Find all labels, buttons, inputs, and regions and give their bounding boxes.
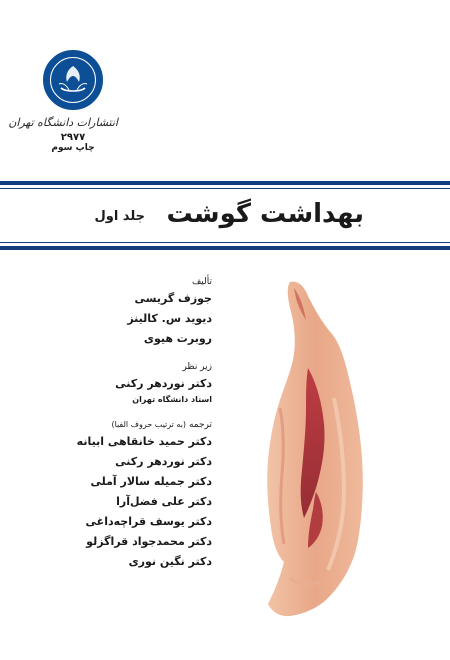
publisher-name: انتشارات دانشگاه تهران — [8, 116, 118, 129]
credits-block — [22, 276, 212, 572]
title-row — [0, 196, 450, 232]
meat-carcass-image — [250, 278, 370, 618]
book-title: بهداشت گوشت — [166, 199, 364, 229]
publisher-block — [8, 50, 118, 153]
supervision-label: زیر نظر — [182, 362, 212, 372]
translation-order-note: (به ترتیب حروف الفبا) — [111, 420, 187, 429]
edition-label: چاپ سوم — [51, 143, 95, 153]
translator-name: دکتر حمید خانقاهی ابیانه — [76, 435, 212, 448]
title-rule-top-thin — [0, 188, 450, 189]
title-rule-top — [0, 181, 450, 185]
translator-name: دکتر یوسف قراچه‌داغی — [85, 515, 212, 528]
translator-name: دکتر محمدجواد قراگزلو — [86, 535, 212, 548]
title-rule-bottom-thin — [0, 242, 450, 243]
translator-name: دکتر جمیله سالار آملی — [90, 475, 212, 488]
university-seal-logo — [43, 50, 103, 110]
translator-name: دکتر علی فضل‌آرا — [116, 495, 212, 508]
volume-label: جلد اول — [94, 209, 145, 224]
translator-name: دکتر نگین نوری — [128, 555, 212, 568]
supervisor-affiliation: استاد دانشگاه تهران — [132, 395, 212, 404]
supervisor-name: دکتر نوردهر رکنی — [115, 377, 212, 390]
author-name: جوزف گریسی — [134, 292, 212, 305]
author-name: روبرت هیوی — [143, 332, 212, 345]
publication-code: ۲۹۷۷ — [60, 132, 86, 143]
authors-label: تألیف — [191, 277, 212, 287]
translation-label-line — [22, 418, 212, 432]
translator-name: دکتر نوردهر رکنی — [115, 455, 212, 468]
author-name: دیوید س. کالینز — [127, 312, 212, 325]
seal-emblem-icon — [45, 52, 101, 108]
translation-label: ترجمه — [188, 420, 212, 430]
title-rule-bottom — [0, 246, 450, 250]
